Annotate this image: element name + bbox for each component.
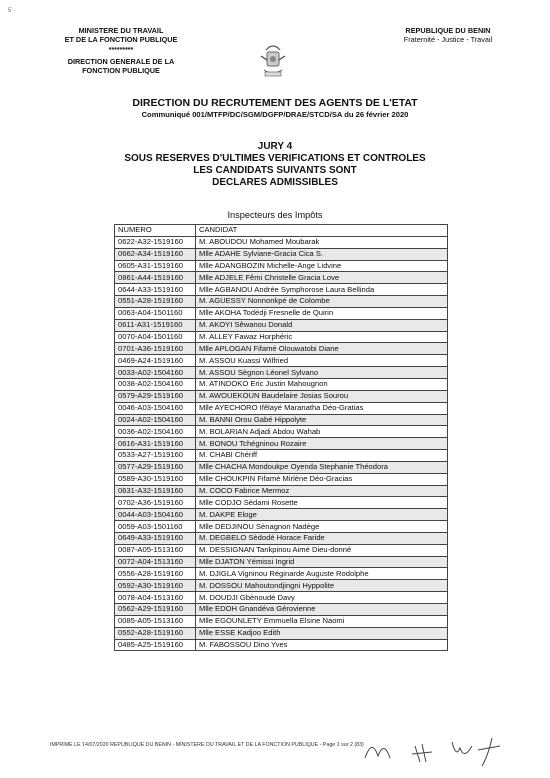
print-footer: IMPRIME LE 14/07/2020 REPUBLIQUE DU BENIN - MINISTERE DU TRAVAIL ET DE LA FONCTION PUBLIQUE - Page 1 sur 2 (83) [50,742,364,748]
candidate-name: Mlle DEDJINOU Sènagnon Nadège [196,521,448,533]
candidate-name: Mlle AKOHA Todédji Fresnelle de Quirin [196,307,448,319]
candidate-number: 0059-A03-1501160 [115,521,196,533]
candidate-name: Mlle ADJELE Fêmi Christelle Gracia Love [196,272,448,284]
candidate-number: 0070-A04-1501160 [115,331,196,343]
table-row [115,497,448,509]
candidate-name: M. DAKPE Eloge [196,509,448,521]
table-row [115,319,448,331]
candidate-number: 0701-A36-1519160 [115,343,196,355]
candidate-number: 0644-A33-1519160 [115,284,196,296]
candidate-name: M. COCO Fabrice Mermoz [196,485,448,497]
candidate-number: 0044-A03-1504160 [115,509,196,521]
ministry-line-2: ET DE LA FONCTION PUBLIQUE [64,35,178,44]
table-row [115,568,448,580]
candidate-name: M. ALLEY Fawaz Horphéric [196,331,448,343]
candidate-name: M. AGUESSY Nonnonkpé de Colombe [196,296,448,308]
candidate-name: M. BOLARIAN Adjadi Abdou Wahab [196,426,448,438]
candidate-number: 0469-A24-1519160 [115,355,196,367]
candidate-number: 0622-A32-1519160 [115,236,196,248]
candidate-name: Mlle AGBANOU Andrée Symphorose Laura Bellinda [196,284,448,296]
table-row [115,461,448,473]
table-body [115,236,448,651]
candidate-name: Mlle DJATON Yémissi Ingrid [196,556,448,568]
candidate-number: 0485-A25-1519160 [115,639,196,651]
candidate-number: 0036-A02-1504160 [115,426,196,438]
coat-of-arms-icon [258,40,288,82]
table-row [115,260,448,272]
stars-divider: ********* [108,47,134,54]
table-row [115,509,448,521]
candidate-name: M. DOUDJI Gbènoudé Davy [196,592,448,604]
table-row [115,544,448,556]
candidate-name: M. ASSOU Sègnon Léonel Sylvano [196,367,448,379]
candidate-name: M. DJIGLA Vigninou Réginarde Auguste Rodolphe [196,568,448,580]
candidate-name: M. AKOYI Sêwanou Donald [196,319,448,331]
table-header-row [115,225,448,237]
candidate-name: M. CHABI Chériff [196,450,448,462]
table-row [115,604,448,616]
candidate-name: Mlle ADANGBOZIN Michelle-Ange Lidvine [196,260,448,272]
candidate-name: M. FABOSSOU Dino Yves [196,639,448,651]
document-title: DIRECTION DU RECRUTEMENT DES AGENTS DE L'ETAT [132,97,418,109]
candidate-name: Mlle EDOH Gnandéva Gérovienne [196,604,448,616]
statement-line-2: LES CANDIDATS SUIVANTS SONT [193,165,357,176]
candidate-number: 0038-A02-1504160 [115,378,196,390]
candidate-name: Mlle CODJO Sèdami Rosette [196,497,448,509]
candidate-number: 0702-A36-1519160 [115,497,196,509]
republic-motto: Fraternité - Justice - Travail [403,35,493,44]
column-header-candidat: CANDIDAT [196,225,448,237]
candidate-number: 0024-A02-1504160 [115,414,196,426]
table-row [115,272,448,284]
table-row [115,438,448,450]
table-row [115,343,448,355]
candidate-name: Mlle EGOUNLETY Emmuella Elsine Naomi [196,615,448,627]
candidate-name: Mlle ESSE Kadjoo Edith [196,627,448,639]
candidate-number: 0046-A03-1504160 [115,402,196,414]
candidate-number: 0551-A28-1519160 [115,296,196,308]
candidate-name: M. BANNI Orou Gabé Hippolyte [196,414,448,426]
table-row [115,284,448,296]
table-row [115,580,448,592]
communique-reference: Communiqué 001/MTFP/DC/SGM/DGFP/DRAE/STCD/SA du 26 février 2020 [141,110,409,119]
table-row [115,331,448,343]
table-row [115,521,448,533]
table-row [115,627,448,639]
candidate-number: 0556-A28-1519160 [115,568,196,580]
table-row [115,532,448,544]
candidate-name: Mlle APLOGAN Fifamè Olouwatobi Diane [196,343,448,355]
candidates-table [114,224,448,651]
ministry-line-3: DIRECTION GENERALE DE LA [67,57,175,66]
table-row [115,414,448,426]
statement-line-1: SOUS RESERVES D'ULTIMES VERIFICATIONS ET CONTROLES [124,153,426,164]
table-row [115,248,448,260]
candidate-name: M. DOSSOU Mahoutondjingni Hyppolite [196,580,448,592]
ministry-line-1: MINISTERE DU TRAVAIL [78,26,164,35]
candidate-number: 0861-A44-1519160 [115,272,196,284]
candidate-number: 0579-A29-1519160 [115,390,196,402]
table-row [115,450,448,462]
candidate-number: 0631-A32-1519160 [115,485,196,497]
jury-statement [0,141,550,189]
republic-header [378,26,518,44]
candidate-number: 0085-A05-1513160 [115,615,196,627]
candidate-number: 0562-A29-1519160 [115,604,196,616]
candidate-number: 0072-A04-1513160 [115,556,196,568]
candidate-name: Mlle AYECHORO Ifêlayé Maranatha Déo-Gratias [196,402,448,414]
column-header-numero: NUMERO [115,225,196,237]
candidate-number: 0033-A02-1504160 [115,367,196,379]
table-row [115,485,448,497]
table-row [115,378,448,390]
table-row [115,592,448,604]
candidate-name: M. ATINDOKO Eric Justin Mahougnon [196,378,448,390]
candidate-number: 0577-A29-1519160 [115,461,196,473]
candidate-name: M. AWOUEKOUN Baudelaire Josias Sourou [196,390,448,402]
candidate-number: 0078-A04-1513160 [115,592,196,604]
table-row [115,236,448,248]
table-row [115,296,448,308]
candidate-number: 0662-A34-1519160 [115,248,196,260]
candidate-number: 0552-A28-1519160 [115,627,196,639]
candidate-number: 0063-A04-1501160 [115,307,196,319]
candidate-name: Mlle CHOUKPIN Fifamè Mirlène Déo-Gracias [196,473,448,485]
table-row [115,367,448,379]
table-row [115,307,448,319]
table-row [115,615,448,627]
table-row [115,639,448,651]
table-row [115,355,448,367]
statement-line-3: DECLARES ADMISSIBLES [212,177,338,188]
section-title: Inspecteurs des Impôts [227,210,323,220]
ministry-header [46,26,196,75]
table-row [115,390,448,402]
candidate-name: M. BONOU Tchégninou Rozaire [196,438,448,450]
candidate-name: Mlle CHACHA Mondoukpe Oyenda Stephanie Théodora [196,461,448,473]
candidate-number: 0533-A27-1519160 [115,450,196,462]
candidate-name: M. ASSOU Kuassi Wilfried [196,355,448,367]
table-row [115,556,448,568]
candidate-number: 0589-A30-1519160 [115,473,196,485]
candidate-name: M. DESSIGNAN Tankpinou Aimé Dieu-donné [196,544,448,556]
candidate-name: Mlle ADAHE Sylviane-Gracia Cica S. [196,248,448,260]
candidate-number: 0087-A05-1513160 [115,544,196,556]
table-row [115,402,448,414]
table-row [115,473,448,485]
candidate-number: 0616-A31-1519160 [115,438,196,450]
jury-label: JURY 4 [257,141,293,152]
candidate-number: 0649-A33-1519160 [115,532,196,544]
ministry-line-4: FONCTION PUBLIQUE [82,66,160,75]
candidate-number: 0592-A30-1519160 [115,580,196,592]
table-row [115,426,448,438]
candidate-number: 0611-A31-1519160 [115,319,196,331]
handwritten-initials [360,728,510,768]
candidate-number: 0605-A31-1519160 [115,260,196,272]
candidate-name: M. ABOUDOU Mohamed Moubarak [196,236,448,248]
candidate-name: M. DEGBELO Sèdodé Horace Faride [196,532,448,544]
republic-name: REPUBLIQUE DU BENIN [405,26,491,35]
corner-note: 5 · [8,8,16,14]
